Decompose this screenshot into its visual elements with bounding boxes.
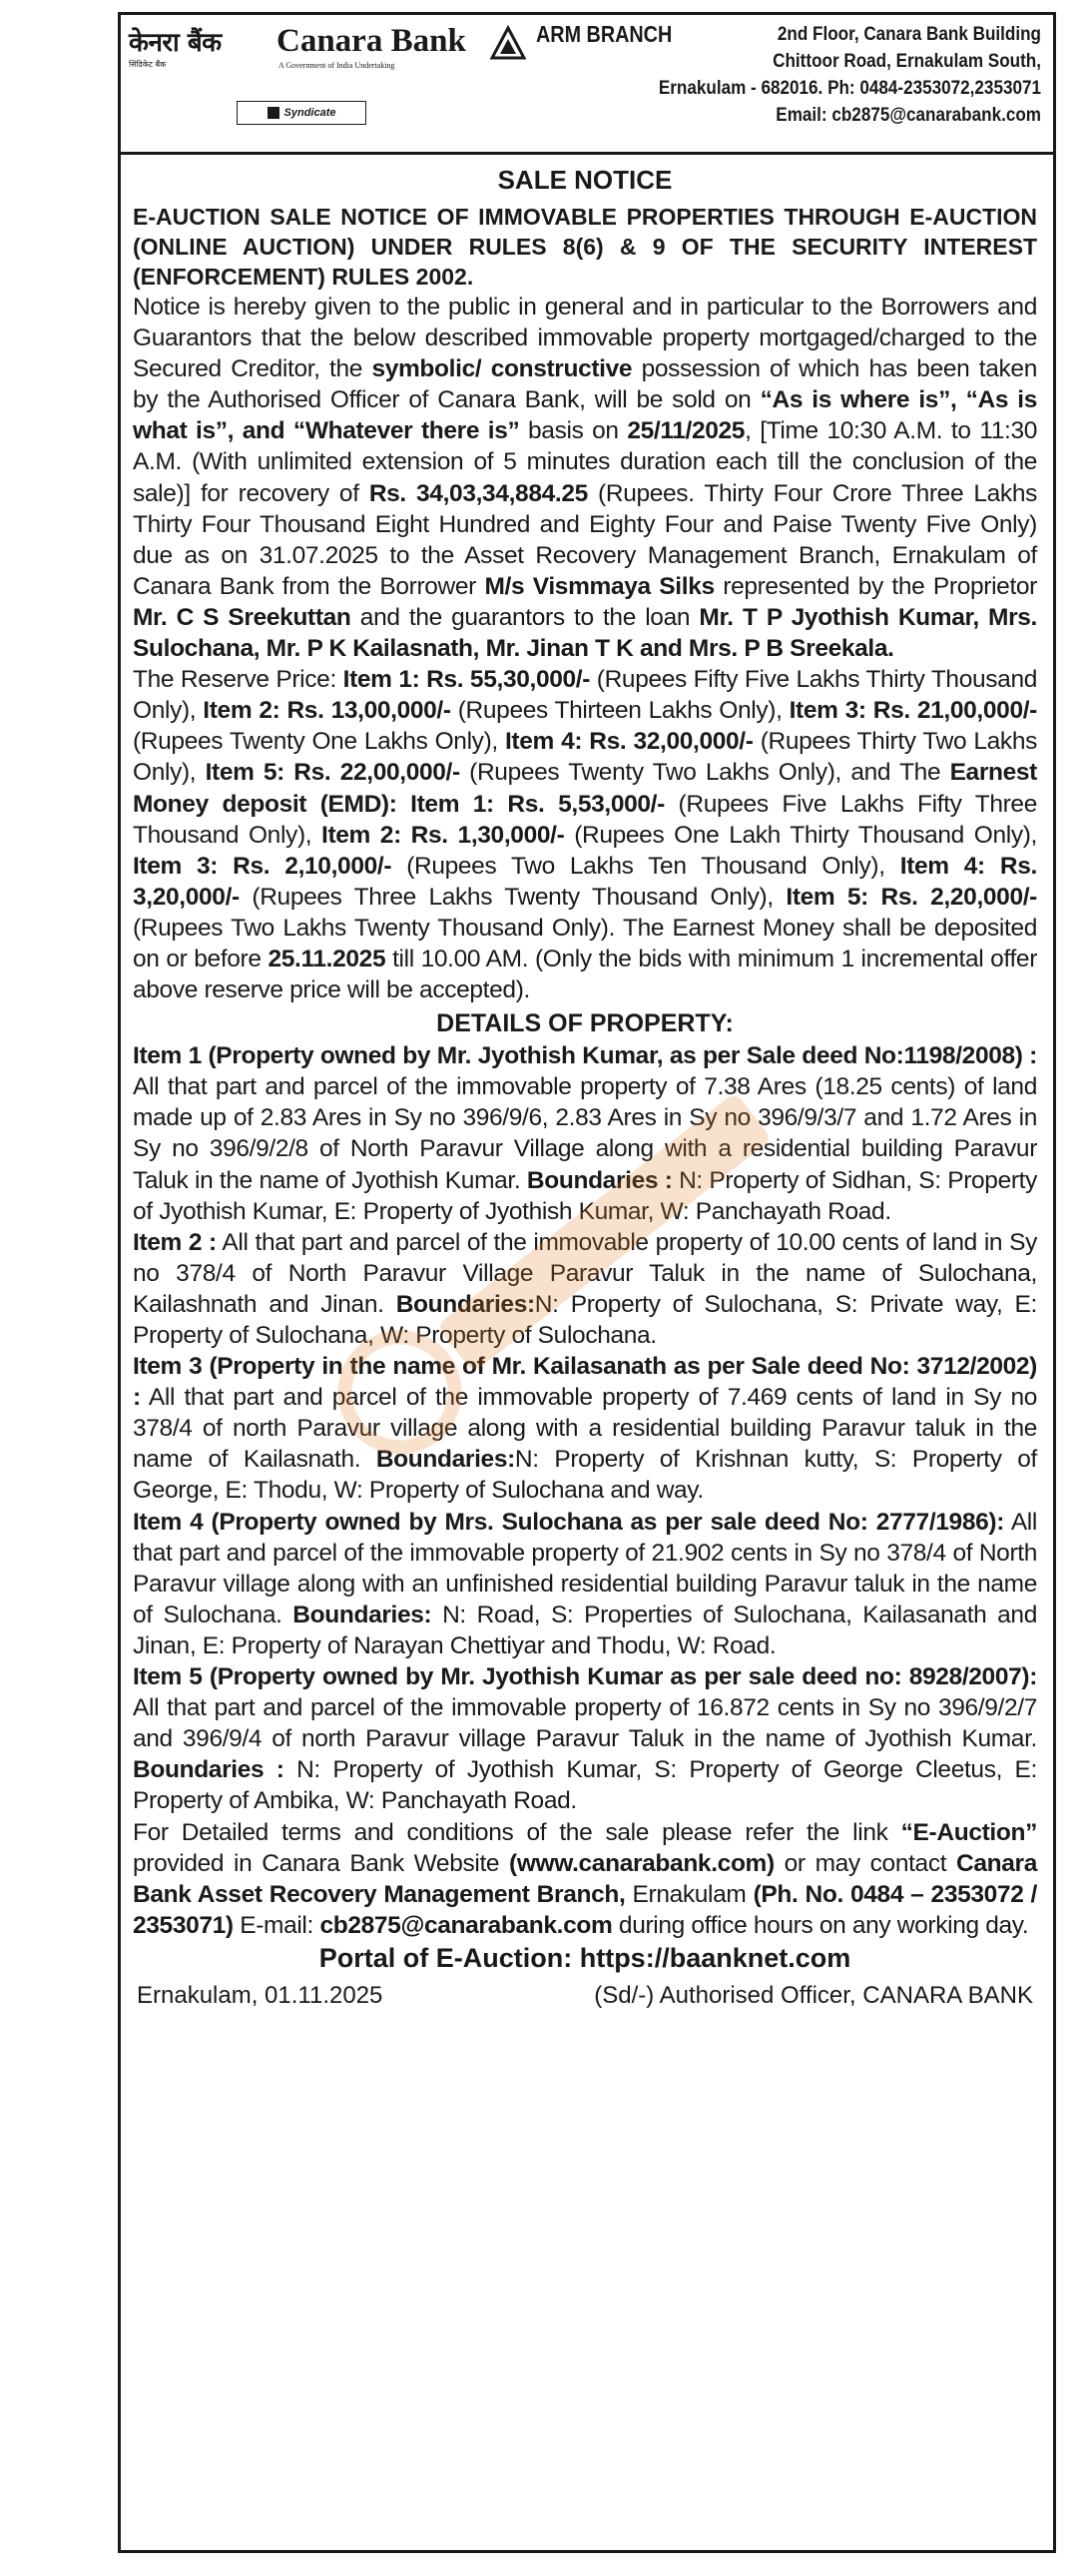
auction-portal: Portal of E-Auction: https://baanknet.com: [318, 1942, 851, 1973]
property-item-3: Item 3 (Property in the name of Mr. Kailasanath as per Sale deed No: 3712/2002) : All that part and parcel of the immovable property of 7.469 cents of land in Sy no 378/4 of north Paravur village along with a residential building Paravur taluk in the name of Kailasnath. Boundaries:N: Property of Krishnan kutty, S: Property of George, E: Thodu, W: Property of Sulochana and way.: [133, 1353, 1038, 1505]
logo-english-subtext: A Government of India Undertaking: [278, 61, 395, 70]
syndicate-badge: [237, 101, 366, 125]
canara-bank-logo: [129, 21, 528, 146]
closing-paragraph: For Detailed terms and conditions of the sale please refer the link “E-Auction” provided in Canara Bank Website (www.canarabank.com) or may contact Canara Bank Asset Recovery Management Branch, Ernakulam (Ph. No. 0484 – 2353072 / 2353071) E-mail: cb2875@canarabank.com during office hours on any working day.: [133, 1818, 1038, 1939]
branch-address: [637, 21, 1041, 129]
notice-footer: [133, 1982, 1037, 2010]
details-heading: DETAILS OF PROPERTY:: [436, 1009, 734, 1038]
place-date: Ernakulam, 01.11.2025: [137, 1981, 383, 2009]
reserve-price-paragraph: The Reserve Price: Item 1: Rs. 55,30,000/- (Rupees Fifty Five Lakhs Thirty Thousand Only), Item 2: Rs. 13,00,000/- (Rupees Thirteen Lakhs Only), Item 3: Rs. 21,00,000/- (Rupees Twenty One Lakhs Only), Item 4: Rs. 32,00,000/- (Rupees Thirty Two Lakhs Only), Item 5: Rs. 22,00,000/- (Rupees Twenty Two Lakhs Only), and The Earnest Money deposit (EMD): Item 1: Rs. 5,53,000/- (Rupees Five Lakhs Fifty Three Thousand Only), Item 2: Rs. 1,30,000/- (Rupees One Lakh Thirty Thousand Only), Item 3: Rs. 2,10,000/- (Rupees Two Lakhs Ten Thousand Only), Item 4: Rs. 3,20,000/- (Rupees Three Lakhs Twenty Thousand Only), Item 5: Rs. 2,20,000/- (Rupees Two Lakhs Twenty Thousand Only). The Earnest Money shall be deposited on or before 25.11.2025 till 10.00 AM. (Only the bids with minimum 1 incremental offer above reserve price will be accepted).: [133, 666, 1038, 1004]
intro-paragraph: Notice is hereby given to the public in general and in particular to the Borrowers and Guarantors that the below described immovable property mortgaged/charged to the Secured Creditor, the symbolic/ constructive possession of which has been taken by the Authorised Officer of Canara Bank, will be sold on “As is where is”, “As is what is”, and “Whatever there is” basis on 25/11/2025, [Time 10:30 A.M. to 11:30 A.M. (With unlimited extension of 5 minutes duration each till the conclusion of the sale)] for recovery of Rs. 34,03,34,884.25 (Rupees. Thirty Four Crore Three Lakhs Thirty Four Thousand Eight Hundred and Eighty Four and Paise Twenty Five Only) due as on 31.07.2025 to the Asset Recovery Management Branch, Ernakulam of Canara Bank from the Borrower M/s Vismmaya Silks represented by the Proprietor Mr. C S Sreekuttan and the guarantors to the loan Mr. T P Jyothish Kumar, Mrs. Sulochana, Mr. P K Kailasnath, Mr. Jinan T K and Mrs. P B Sreekala.: [133, 294, 1038, 663]
syndicate-square-icon: [268, 107, 279, 119]
property-item-1: Item 1 (Property owned by Mr. Jyothish Kumar, as per Sale deed No:1198/2008) : All that part and parcel of the immovable property of 7.38 Ares (18.25 cents) of land made up of 2.83 Ares in Sy no 396/9/6, 2.83 Ares in Sy no 396/9/3/7 and 1.72 Ares in Sy no 396/9/2/8 of North Paravur Village along with a residential building Paravur Taluk in the name of Jyothish Kumar. Boundaries : N: Property of Sidhan, S: Property of Jyothish Kumar, E: Property of Jyothish Kumar, W: Panchayath Road.: [133, 1042, 1038, 1225]
address-email: Email: cb2875@canarabank.com: [776, 105, 1041, 126]
address-line: Ernakulam - 682016. Ph: 0484-2353072,2353071: [658, 78, 1041, 99]
notice-subtitle: E-AUCTION SALE NOTICE OF IMMOVABLE PROPERTIES THROUGH E-AUCTION (ONLINE AUCTION) UNDER RULES 8(6) & 9 OF THE SECURITY INTEREST (ENFORCEMENT) RULES 2002.: [133, 204, 1037, 290]
logo-hindi-text: केनरा बैंक: [129, 28, 222, 58]
property-item-5: Item 5 (Property owned by Mr. Jyothish Kumar as per sale deed no: 8928/2007): All that part and parcel of the immovable property of 16.872 cents in Sy no 396/9/2/7 and 396/9/4 of north Paravur village Paravur Taluk in the name of Jyothish Kumar. Boundaries : N: Property of Jyothish Kumar, S: Property of George Cleetus, E: Property of Ambika, W: Panchayath Road.: [133, 1663, 1037, 1815]
logo-english-text: Canara Bank: [276, 23, 466, 59]
notice-title: SALE NOTICE: [497, 165, 673, 195]
branch-name: ARM BRANCH: [536, 21, 673, 47]
address-line: Chittoor Road, Ernakulam South,: [773, 51, 1041, 72]
address-line: 2nd Floor, Canara Bank Building: [777, 24, 1041, 45]
logo-hindi-subtext: सिंडिकेट बैंक: [129, 60, 167, 69]
syndicate-label: Syndicate: [283, 107, 336, 119]
property-item-2: Item 2 : All that part and parcel of the immovable property of 10.00 cents of land in Sy no 378/4 of North Paravur Village Paravur Taluk in the name of Sulochana, Kailashnath and Jinan. Boundaries:N: Property of Sulochana, S: Private way, E: Property of Sulochana, W: Property of Sulochana.: [133, 1228, 1037, 1349]
property-item-4: Item 4 (Property owned by Mrs. Sulochana as per sale deed No: 2777/1986): All that part and parcel of the immovable property of 21.902 cents in Sy no 378/4 of North Paravur village along with an unfinished residential building Paravur taluk in the name of Sulochana. Boundaries: N: Road, S: Properties of Sulochana, Kailasanath and Jinan, E: Property of Narayan Chettiyar and Thodu, W: Road.: [133, 1508, 1037, 1659]
signatory: (Sd/-) Authorised Officer, CANARA BANK: [594, 1981, 1033, 2009]
canara-triangle-icon: [490, 25, 526, 61]
sale-notice: [118, 12, 1056, 2553]
notice-body: [121, 155, 1053, 2010]
notice-header: [121, 15, 1053, 155]
